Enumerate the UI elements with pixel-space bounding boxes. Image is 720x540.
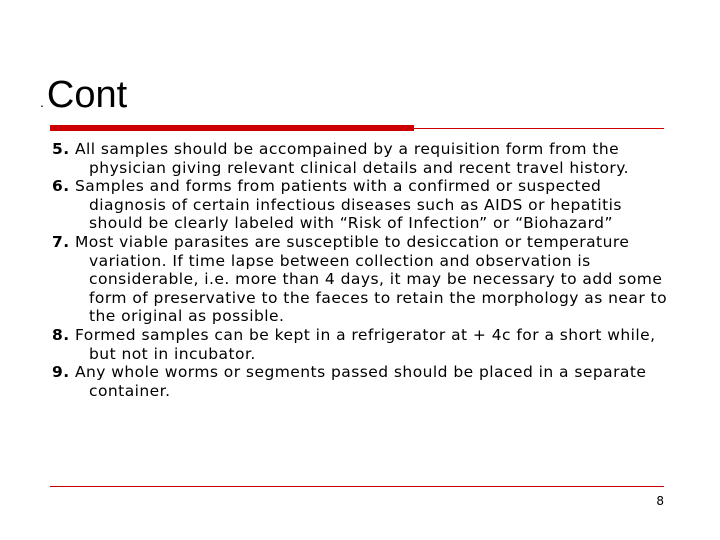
item-text: Samples and forms from patients with a confirmed or suspected diagnosis of certain infectious diseases such as AIDS or hepatitis should be clearly labeled with “Risk of Infection” or “Biohazard” bbox=[69, 177, 622, 233]
item-number: 8. bbox=[52, 325, 70, 344]
item-text: Most viable parasites are susceptible to desiccation or temperature variation. If time lapse between collection and observation is considerable, i.e. more than 4 days, it may be necessary to add some form of preservative to the faeces to retain the morphology as near to the original as possible. bbox=[69, 232, 668, 326]
list-item-5 bbox=[52, 140, 672, 177]
list-item-9 bbox=[52, 363, 672, 400]
item-number: 6. bbox=[52, 177, 70, 196]
list-item-6 bbox=[52, 177, 672, 233]
item-text: Any whole worms or segments passed should be placed in a separate container. bbox=[69, 363, 647, 400]
item-text: Formed samples can be kept in a refrigerator at + 4c for a short while, but not in incubator. bbox=[69, 325, 656, 363]
item-number: 5. bbox=[52, 140, 70, 158]
page-number: 8 bbox=[656, 494, 664, 508]
item-number: 7. bbox=[52, 232, 70, 251]
title-underline-thick bbox=[50, 125, 414, 131]
slide-title bbox=[40, 72, 127, 125]
footer-divider bbox=[50, 486, 664, 487]
list-item-8 bbox=[52, 326, 672, 363]
title-bullet: . bbox=[40, 94, 44, 110]
item-number: 9. bbox=[52, 363, 70, 382]
title-text: Cont bbox=[46, 74, 128, 116]
item-text: All samples should be accompained by a requisition form from the physician giving relevant clinical details and recent travel history. bbox=[69, 140, 630, 177]
list-item-7 bbox=[52, 233, 672, 326]
content-list bbox=[52, 140, 672, 400]
title-underline-thin bbox=[414, 128, 664, 129]
